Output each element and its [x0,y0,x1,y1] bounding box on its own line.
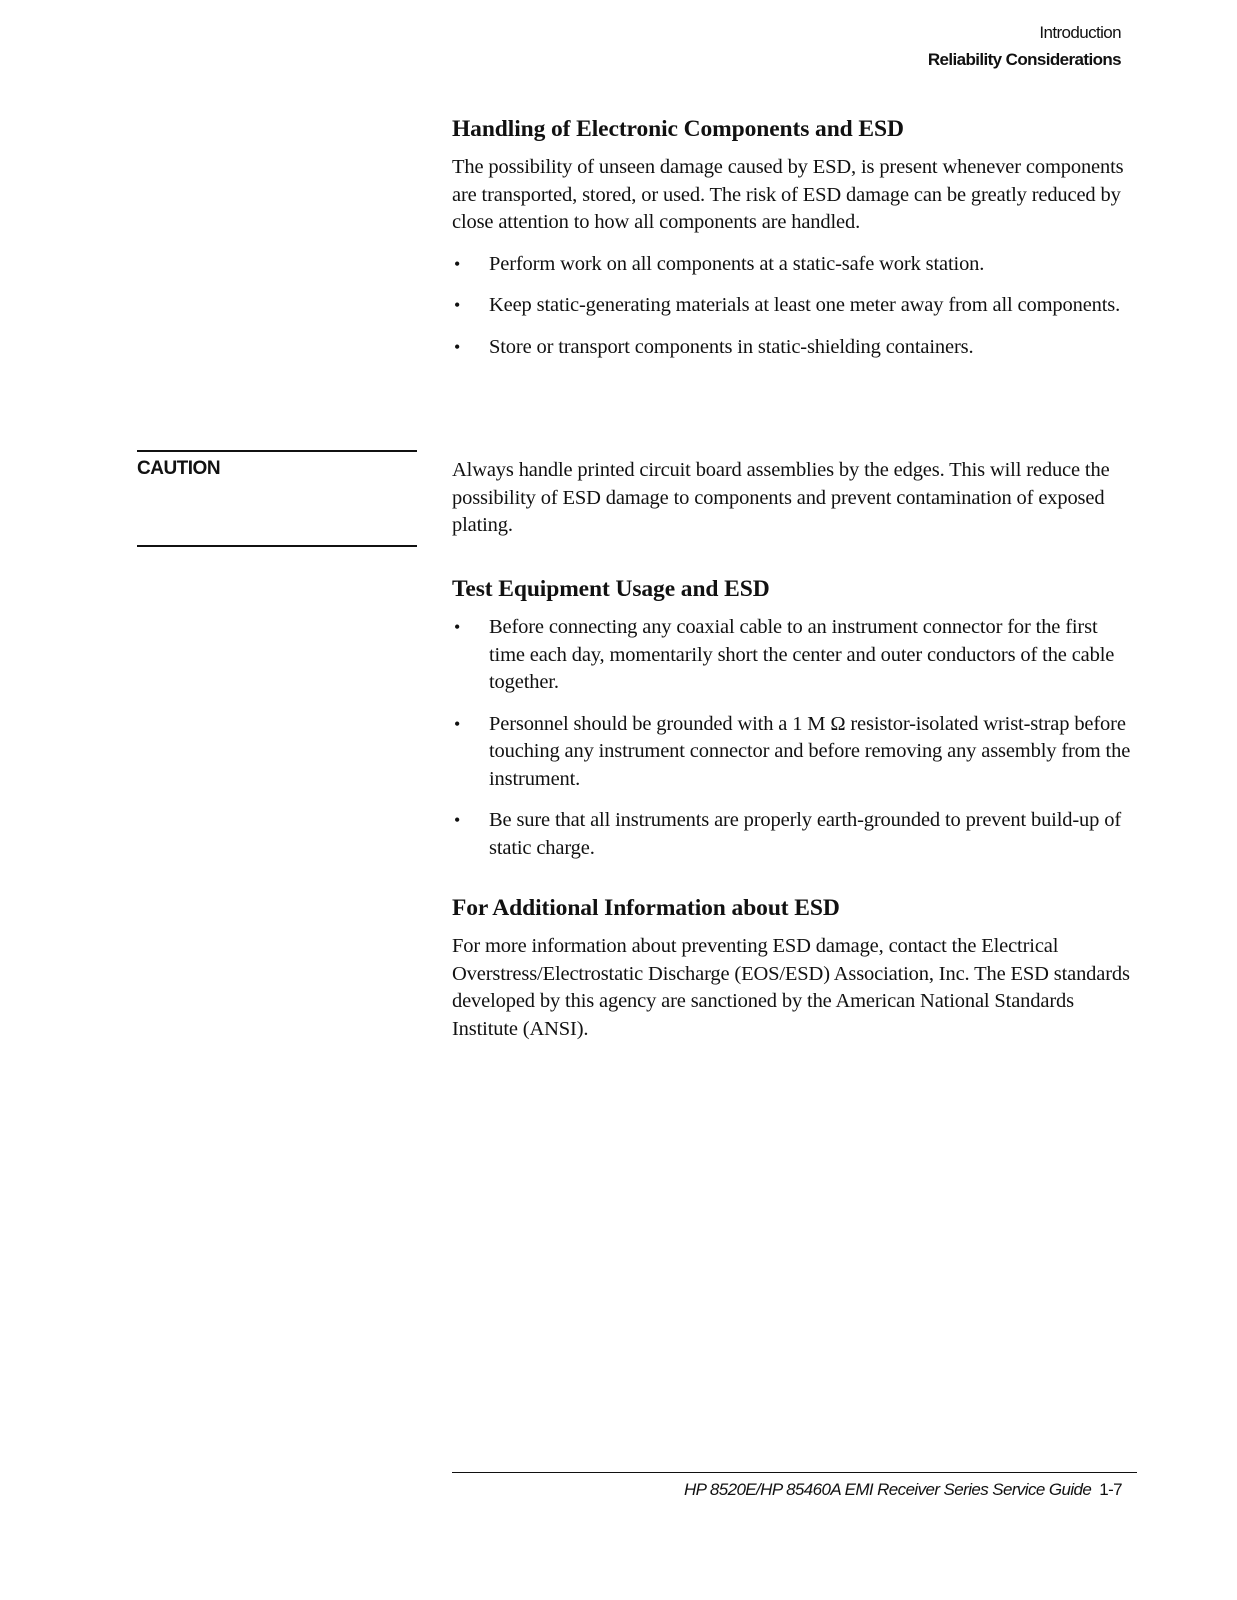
bullet-icon: • [454,617,461,637]
handling-intro: The possibility of unseen damage caused by ESD, is present whenever components are transported, stored, or used. The risk of ESD damage can be greatly reduced by close attention to how all components are handled. [452,156,1124,233]
page-footer [684,1480,1122,1500]
handling-bullet-list [452,251,1137,362]
caution-label: CAUTION [137,458,221,479]
list-item-text: Perform work on all components at a static-safe work station. [489,252,985,275]
bullet-icon: • [454,713,461,734]
bullet-icon: • [454,810,461,830]
bullet-icon: • [454,253,461,274]
caution-text: Always handle printed circuit board assemblies by the edges. This will reduce the possibility of ESD damage to components and prevent contamination of exposed plating. [452,459,1110,536]
list-item-text: Be sure that all instruments are properly earth-grounded to prevent build-up of static charge. [489,809,1121,859]
additional-info-heading: For Additional Information about ESD [452,895,840,921]
bullet-icon: • [454,295,461,315]
test-equipment-heading: Test Equipment Usage and ESD [452,576,770,602]
list-item [452,251,1137,279]
running-head [928,19,1121,73]
handling-heading: Handling of Electronic Components and ESD [452,116,904,142]
list-item-text: Keep static-generating materials at least one meter away from all components. [489,294,1121,316]
additional-info-section [452,893,1137,1043]
list-item-text: Before connecting any coaxial cable to an instrument connector for the first time each day, momentarily short the center and outer conductors of the cable together. [489,616,1115,693]
list-item-text: Store or transport components in static-shielding containers. [489,335,974,358]
list-item [452,292,1137,320]
list-item [452,614,1137,697]
test-equipment-section [452,574,1137,876]
list-item [452,334,1137,362]
chapter-title: Introduction [1039,23,1121,42]
footer-title: HP 8520E/HP 85460A EMI Receiver Series Service Guide [683,1480,1092,1499]
page-number: 1-7 [1099,1480,1122,1499]
section-title: Reliability Considerations [927,50,1121,69]
additional-info-text: For more information about preventing ESD damage, contact the Electrical Overstress/Electrostatic Discharge (EOS/ESD) Association, Inc. The ESD standards developed by this agency are sanctioned by the American National Standards Institute (ANSI). [452,935,1130,1040]
list-item [452,807,1137,862]
caution-label-block [137,450,417,547]
handling-section [452,114,1137,375]
bullet-icon: • [454,336,461,357]
test-equipment-bullet-list [452,614,1137,862]
list-item-text: Personnel should be grounded with a 1 M Ω resistor-isolated wrist-strap before touching any instrument connector and before removing any assembly from the instrument. [489,712,1131,790]
list-item [452,711,1137,794]
footer-divider [452,1472,1137,1473]
